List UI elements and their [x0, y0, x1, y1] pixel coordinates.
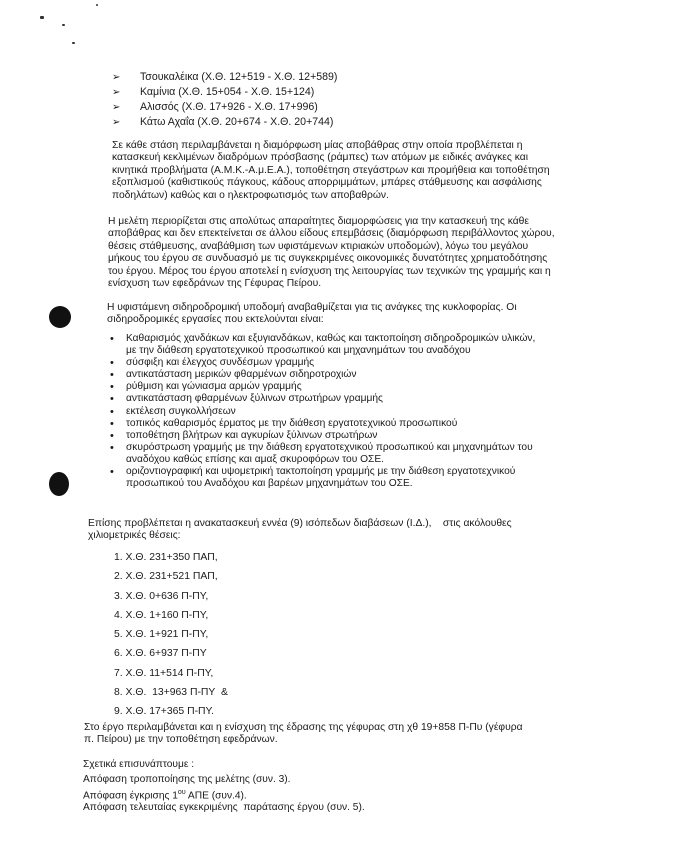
text-line: • αντικατάσταση φθαρμένων ξύλινων στρωτήρων γραμμής: [126, 393, 383, 405]
text-line: • αντικατάσταση μερικών φθαρμένων σιδηροτροχιών: [126, 369, 357, 381]
station-list: [112, 70, 337, 130]
arrow-bullet-icon: ➢: [112, 87, 121, 98]
list-item: [108, 442, 598, 466]
text-line: Στο έργο περιλαμβάνεται και η ενίσχυση της έδρασης της γέφυρας στη χθ 19+858 Π-Πυ (γέφυρα: [84, 722, 523, 733]
text-line: • εκτέλεση συγκολλήσεων: [126, 405, 236, 417]
list-item: [108, 369, 598, 381]
text-line: με την διάθεση εργατοτεχνικού προσωπικού και μηχανημάτων του αναδόχου: [126, 345, 471, 357]
list-item: 5. Χ.Θ. 1+921 Π-ΠΥ,: [114, 629, 209, 641]
list-item: [108, 418, 598, 430]
text-line: • οριζοντιογραφική και υψομετρική τακτοποίηση γραμμής με την διάθεση εργατοτεχνικού: [126, 466, 516, 478]
text-line: κινητικά προβλήματα (Α.Μ.Κ.-Α.μ.Ε.Α.), τοποθέτηση στεγάστρων και προμήθεια και τοποθέτηση: [112, 164, 550, 176]
level-crossing-list: [114, 548, 228, 722]
text-line: • τοπικός καθαρισμός έρματος με την διάθεση εργατοτεχνικού προσωπικού: [126, 417, 458, 429]
list-item: [83, 787, 365, 803]
list-item: 2. Χ.Θ. 231+521 ΠΑΠ,: [114, 571, 218, 583]
text-line: • σκυρόστρωση γραμμής με την διάθεση εργατοτεχνικού προσωπικού και μηχανημάτων του: [126, 441, 533, 453]
list-item: [108, 466, 598, 490]
paragraph-study-scope: [108, 216, 611, 290]
list-item: [108, 357, 598, 369]
scan-speck: [72, 42, 75, 44]
list-item: [83, 774, 365, 786]
text-line: Επίσης προβλέπεται η ανακατασκευή εννέα (9) ισόπεδων διαβάσεων (Ι.Δ.), στις ακόλουθες: [88, 518, 512, 529]
text-line: • σύσφιξη και έλεγχος συνδέσμων γραμμής: [126, 357, 315, 369]
paragraph-level-crossings: [88, 518, 598, 543]
text-line: Η μελέτη περιορίζεται στις απολύτως απαραίτητες διαμορφώσεις για την κατασκευή της κάθε: [108, 216, 529, 227]
text-line: • τοποθέτηση βλήτρων και αγκυρίων ξύλινων στρωτήρων: [126, 429, 378, 441]
list-item: [108, 333, 598, 357]
list-item: [112, 70, 337, 85]
list-item: [83, 802, 365, 814]
text-line: μήκους του έργου σε συνδυασμό με τις συγκεκριμένες οικονομικές δυνατότητες χρηματοδότησης: [108, 253, 548, 265]
list-item: 1. Χ.Θ. 231+350 ΠΑΠ,: [114, 552, 218, 563]
text-line: Απόφαση έγκρισης 1: [83, 789, 178, 801]
text-line: προσωπικού του Αναδόχου και βαρέων μηχανημάτων του ΟΣΕ.: [126, 478, 413, 490]
punch-hole: [49, 472, 69, 496]
list-item: [108, 406, 598, 418]
text-line: Η υφιστάμενη σιδηροδρομική υποδομή αναβαθμίζεται για τις ανάγκες της κυκλοφορίας. Οι: [107, 302, 517, 313]
list-item: 8. Χ.Θ. 13+963 Π-ΠΥ &: [114, 687, 228, 699]
paragraph-platforms: [112, 140, 612, 202]
list-item: 3. Χ.Θ. 0+636 Π-ΠΥ,: [114, 590, 209, 602]
text-line: κατασκευή κεκλιμένων διαδρόμων πρόσβασης (ράμπες) των ατόμων με ειδικές ανάγκες και: [112, 152, 528, 164]
text-line: ΑΠΕ (συν.4).: [185, 789, 247, 801]
arrow-bullet-icon: ➢: [112, 117, 121, 128]
station-text: Τσουκαλέικα (Χ.Θ. 12+519 - Χ.Θ. 12+589): [140, 71, 338, 83]
scan-speck: [40, 16, 44, 19]
scan-speck: [96, 4, 98, 6]
railway-works-list: [108, 333, 598, 490]
paragraph-railway-works-intro: [107, 302, 611, 327]
list-item: 4. Χ.Θ. 1+160 Π-ΠΥ,: [114, 609, 209, 621]
text-line: • Καθαρισμός χανδάκων και εξυγιανδάκων, καθώς και τακτοποίηση σιδηροδρομικών υλικών,: [126, 333, 536, 344]
list-item: 7. Χ.Θ. 11+514 Π-ΠΥ,: [114, 667, 214, 679]
list-item: [108, 393, 598, 405]
list-item: [112, 100, 337, 115]
text-line: Απόφαση τελευταίας εγκεκριμένης παράτασης έργου (συν. 5).: [83, 802, 365, 814]
list-item: 9. Χ.Θ. 17+365 Π-ΠΥ.: [114, 706, 215, 718]
text-line: σιδηροδρομικές εργασίες που εκτελούνται είναι:: [107, 314, 324, 326]
text-line: αναδόχου καθώς επίσης και αμαξ σκυροφόρων του ΟΣΕ.: [126, 453, 384, 465]
text-line: θέσεις στάθμευσης, αναβάθμιση των υφιστάμενων κτιριακών υποδομών), λόγω του μεγάλου: [108, 240, 529, 252]
paragraph-bridge-reinforcement: [84, 722, 604, 747]
station-text: Αλισσός (Χ.Θ. 17+926 - Χ.Θ. 17+996): [140, 101, 318, 113]
list-item: [108, 381, 598, 393]
text-line: Απόφαση τροποποίησης της μελέτης (συν. 3).: [83, 774, 291, 786]
text-line: Σε κάθε στάση περιλαμβάνεται η διαμόρφωση μίας αποβάθρας στην οποία προβλέπεται η: [112, 140, 523, 151]
list-item: [108, 430, 598, 442]
scan-speck: [62, 24, 65, 26]
text-line: ποδηλάτων) καθώς και ο ηλεκτροφωτισμός των αποβαθρών.: [112, 189, 389, 201]
punch-hole: [49, 306, 71, 328]
attachments-list: [83, 759, 365, 815]
list-item: [112, 85, 337, 100]
arrow-bullet-icon: ➢: [112, 72, 121, 83]
text-line: χιλιομετρικές θέσεις:: [88, 530, 181, 542]
text-line: του έργου. Μέρος του έργου αποτελεί η ενίσχυση της λειτουργίας των τεχνικών της γραμμής και η: [108, 265, 551, 277]
attachments-intro: Σχετικά επισυνάπτουμε :: [83, 759, 195, 770]
station-text: Καμίνια (Χ.Θ. 15+054 - Χ.Θ. 15+124): [140, 86, 315, 98]
list-item: [112, 115, 337, 130]
list-item: 6. Χ.Θ. 6+937 Π-ΠΥ: [114, 648, 207, 660]
text-line: αποβάθρας και δεν επεκτείνεται σε άλλου είδους επεμβάσεις (διαμόρφωση περιβάλλοντος χώρου,: [108, 228, 555, 240]
arrow-bullet-icon: ➢: [112, 102, 121, 113]
text-line: εξοπλισμού (καθιστικούς πάγκους, κάδους απορριμμάτων, μπάρες στάθμευσης και ασφάλισης: [112, 177, 542, 189]
text-line: • ρύθμιση και γώνιασμα αρμών γραμμής: [126, 381, 302, 393]
text-line: π. Πείρου) με την τοποθέτηση εφεδράνων.: [84, 734, 278, 746]
text-line: ενίσχυση των εφεδράνων της Γέφυρας Πείρου.: [108, 278, 322, 290]
station-text: Κάτω Αχαΐα (Χ.Θ. 20+674 - Χ.Θ. 20+744): [140, 116, 334, 128]
superscript: ου: [177, 788, 186, 796]
